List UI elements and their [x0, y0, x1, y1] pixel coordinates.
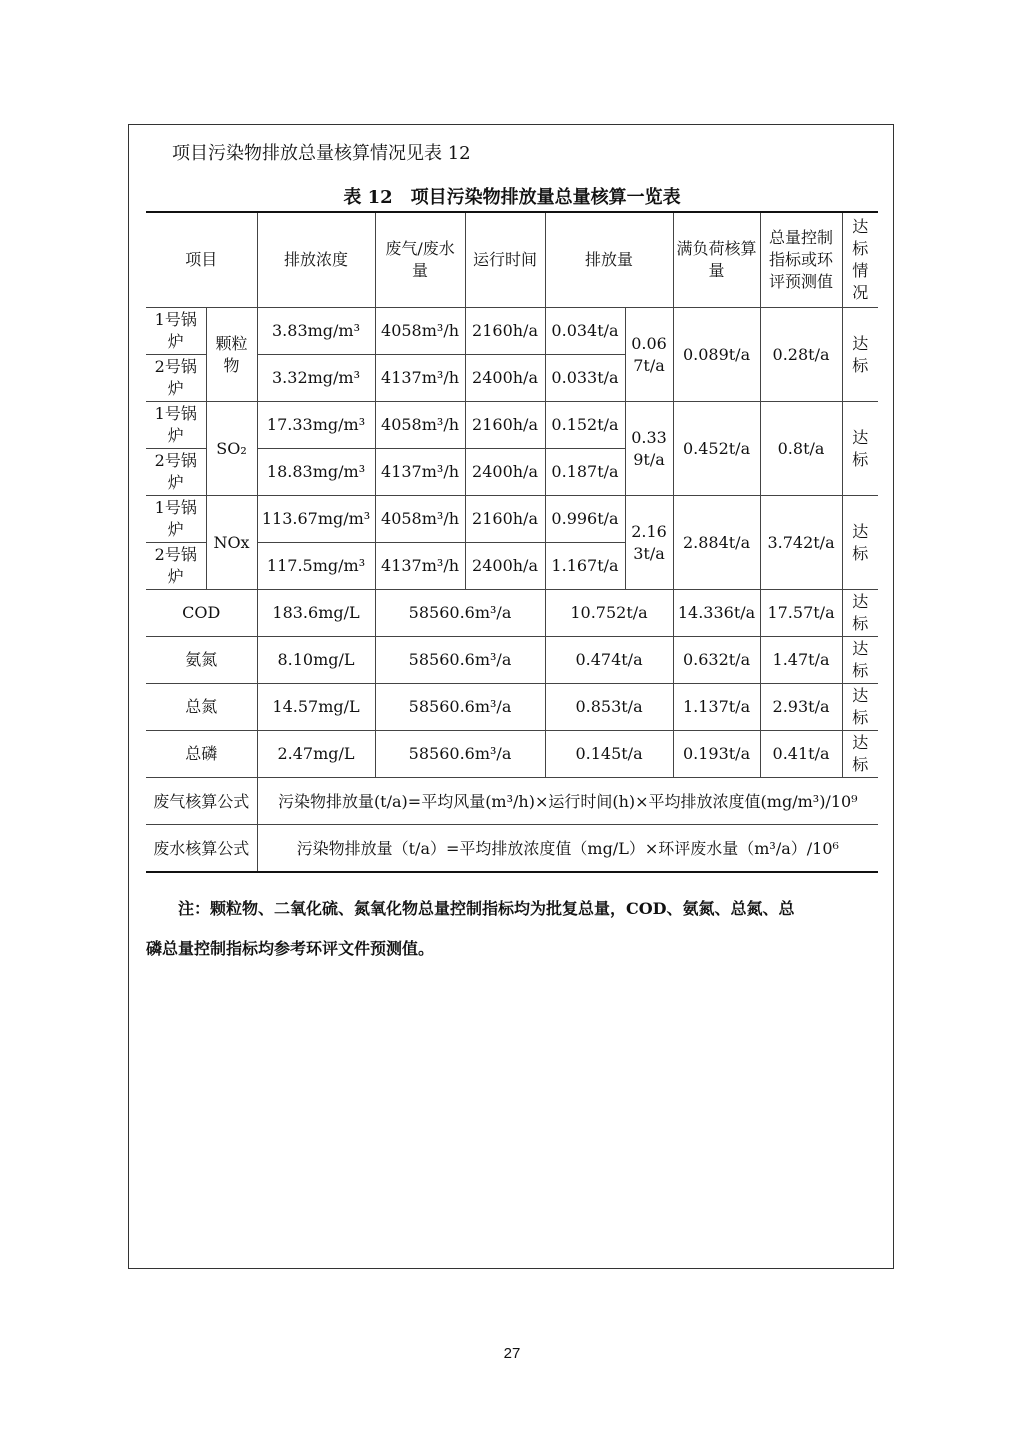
- table-row: [146, 684, 878, 731]
- runtime-cell: 2400h/a: [465, 543, 545, 590]
- boiler-label: 1号锅炉: [146, 308, 206, 355]
- concentration-cell: 14.57mg/L: [257, 684, 375, 731]
- status-cell: 达标: [842, 637, 878, 684]
- header-runtime: 运行时间: [465, 212, 545, 308]
- formula-row: [146, 825, 878, 873]
- volume-cell: 4137m³/h: [375, 449, 465, 496]
- header-item: 项目: [146, 212, 257, 308]
- page-number: 27: [503, 1345, 521, 1362]
- control-cell: 0.41t/a: [760, 731, 842, 778]
- volume-cell: 58560.6m³/a: [375, 731, 545, 778]
- concentration-cell: 18.83mg/m³: [257, 449, 375, 496]
- boiler-label: 2号锅炉: [146, 449, 206, 496]
- table-caption: 表 12 项目污染物排放量总量核算一览表: [343, 187, 681, 208]
- concentration-cell: 183.6mg/L: [257, 590, 375, 637]
- emission-cell: 0.996t/a: [545, 496, 625, 543]
- volume-cell: 58560.6m³/a: [375, 590, 545, 637]
- water-item: 总磷: [146, 731, 257, 778]
- emission-table: [146, 211, 878, 873]
- status-cell: 达标: [842, 308, 878, 402]
- pollutant-name: NOx: [206, 496, 257, 590]
- table-note: [146, 889, 886, 969]
- concentration-cell: 3.32mg/m³: [257, 355, 375, 402]
- water-formula-text: 污染物排放量（t/a）=平均排放浓度值（mg/L）×环评废水量（m³/a）/10⁶: [257, 825, 878, 873]
- runtime-cell: 2160h/a: [465, 402, 545, 449]
- full-load-cell: 0.452t/a: [673, 402, 760, 496]
- header-concentration: 排放浓度: [257, 212, 375, 308]
- volume-cell: 4058m³/h: [375, 308, 465, 355]
- emission-cell: 0.034t/a: [545, 308, 625, 355]
- volume-cell: 4137m³/h: [375, 355, 465, 402]
- control-cell: 0.8t/a: [760, 402, 842, 496]
- note-line-2: 磷总量控制指标均参考环评文件预测值。: [146, 939, 435, 958]
- concentration-cell: 3.83mg/m³: [257, 308, 375, 355]
- volume-cell: 58560.6m³/a: [375, 684, 545, 731]
- runtime-cell: 2160h/a: [465, 496, 545, 543]
- table-row: [146, 496, 878, 543]
- table-row: [146, 590, 878, 637]
- control-cell: 0.28t/a: [760, 308, 842, 402]
- concentration-cell: 117.5mg/m³: [257, 543, 375, 590]
- boiler-label: 1号锅炉: [146, 402, 206, 449]
- boiler-label: 1号锅炉: [146, 496, 206, 543]
- header-volume: 废气/废水量: [375, 212, 465, 308]
- header-status: 达标情况: [842, 212, 878, 308]
- status-cell: 达标: [842, 731, 878, 778]
- emission-cell: 0.145t/a: [545, 731, 673, 778]
- control-cell: 1.47t/a: [760, 637, 842, 684]
- pollutant-name: 颗粒物: [206, 308, 257, 402]
- concentration-cell: 8.10mg/L: [257, 637, 375, 684]
- volume-cell: 4137m³/h: [375, 543, 465, 590]
- runtime-cell: 2400h/a: [465, 355, 545, 402]
- boiler-label: 2号锅炉: [146, 355, 206, 402]
- control-cell: 2.93t/a: [760, 684, 842, 731]
- status-cell: 达标: [842, 496, 878, 590]
- table-row: [146, 402, 878, 449]
- full-load-cell: 1.137t/a: [673, 684, 760, 731]
- emission-cell: 0.187t/a: [545, 449, 625, 496]
- concentration-cell: 113.67mg/m³: [257, 496, 375, 543]
- full-load-cell: 2.884t/a: [673, 496, 760, 590]
- emission-cell: 0.033t/a: [545, 355, 625, 402]
- emission-cell: 0.152t/a: [545, 402, 625, 449]
- status-cell: 达标: [842, 402, 878, 496]
- table-row: [146, 308, 878, 355]
- emission-total-cell: 0.067t/a: [625, 308, 673, 402]
- header-control: 总量控制指标或环评预测值: [760, 212, 842, 308]
- water-item: 氨氮: [146, 637, 257, 684]
- control-cell: 17.57t/a: [760, 590, 842, 637]
- full-load-cell: 0.089t/a: [673, 308, 760, 402]
- header-row: [146, 212, 878, 308]
- table-row: [146, 731, 878, 778]
- emission-cell: 10.752t/a: [545, 590, 673, 637]
- volume-cell: 58560.6m³/a: [375, 637, 545, 684]
- water-item: COD: [146, 590, 257, 637]
- emission-cell: 0.853t/a: [545, 684, 673, 731]
- concentration-cell: 2.47mg/L: [257, 731, 375, 778]
- status-cell: 达标: [842, 684, 878, 731]
- note-line-1: 注：颗粒物、二氧化硫、氮氧化物总量控制指标均为批复总量，COD、氨氮、总氮、总: [178, 899, 795, 918]
- full-load-cell: 14.336t/a: [673, 590, 760, 637]
- pollutant-name: SO₂: [206, 402, 257, 496]
- status-cell: 达标: [842, 590, 878, 637]
- emission-cell: 0.474t/a: [545, 637, 673, 684]
- emission-cell: 1.167t/a: [545, 543, 625, 590]
- formula-row: [146, 778, 878, 825]
- volume-cell: 4058m³/h: [375, 402, 465, 449]
- full-load-cell: 0.632t/a: [673, 637, 760, 684]
- emission-total-cell: 0.339t/a: [625, 402, 673, 496]
- runtime-cell: 2160h/a: [465, 308, 545, 355]
- water-item: 总氮: [146, 684, 257, 731]
- gas-formula-label: 废气核算公式: [146, 778, 257, 825]
- boiler-label: 2号锅炉: [146, 543, 206, 590]
- emission-total-cell: 2.163t/a: [625, 496, 673, 590]
- intro-text: 项目污染物排放总量核算情况见表 12: [172, 143, 471, 164]
- runtime-cell: 2400h/a: [465, 449, 545, 496]
- water-formula-label: 废水核算公式: [146, 825, 257, 873]
- header-full-load: 满负荷核算量: [673, 212, 760, 308]
- concentration-cell: 17.33mg/m³: [257, 402, 375, 449]
- volume-cell: 4058m³/h: [375, 496, 465, 543]
- table-row: [146, 637, 878, 684]
- header-emission: 排放量: [545, 212, 673, 308]
- full-load-cell: 0.193t/a: [673, 731, 760, 778]
- gas-formula-text: 污染物排放量(t/a)=平均风量(m³/h)×运行时间(h)×平均排放浓度值(mg/m³)/10⁹: [257, 778, 878, 825]
- control-cell: 3.742t/a: [760, 496, 842, 590]
